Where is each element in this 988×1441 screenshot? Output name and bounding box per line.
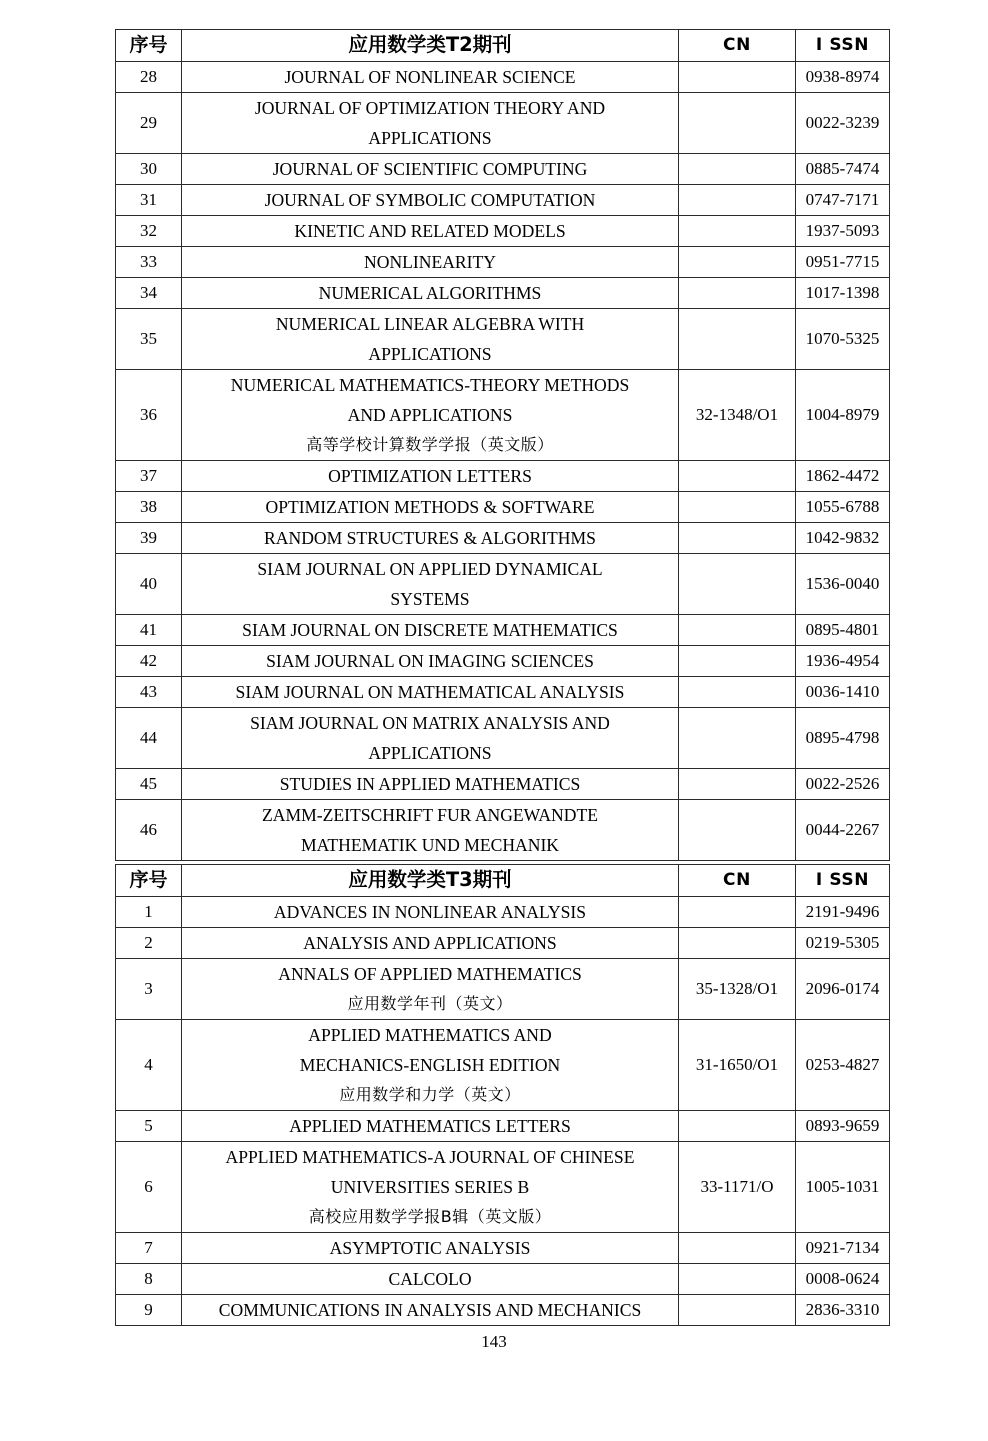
cell-journal-name <box>182 800 679 861</box>
table-header-t3 <box>116 865 890 897</box>
journal-name-chinese-line: 应用数学年刊（英文） <box>347 994 513 1013</box>
cell-cn-number <box>679 1295 796 1326</box>
journal-name-line: OPTIMIZATION METHODS & SOFTWARE <box>265 497 595 517</box>
table-row <box>116 62 890 93</box>
cell-journal-name <box>182 1142 679 1233</box>
journal-name-line: SIAM JOURNAL ON MATRIX ANALYSIS AND <box>250 713 610 733</box>
column-header-title: 应用数学类T3期刊 <box>182 865 679 897</box>
table-row <box>116 800 890 861</box>
journal-name-line: JOURNAL OF SYMBOLIC COMPUTATION <box>264 190 596 210</box>
cell-cn-number <box>679 615 796 646</box>
journal-table-t3 <box>115 864 890 1326</box>
table-row <box>116 523 890 554</box>
cell-cn-number <box>679 93 796 154</box>
table-row <box>116 1111 890 1142</box>
cell-issn-number: 0938-8974 <box>796 62 890 93</box>
journal-name-line: RANDOM STRUCTURES & ALGORITHMS <box>264 528 596 548</box>
column-header-cn: CN <box>679 30 796 62</box>
journal-table-t2 <box>115 29 890 861</box>
cell-cn-number <box>679 677 796 708</box>
cell-sequence-number: 42 <box>116 646 182 677</box>
cell-issn-number: 0044-2267 <box>796 800 890 861</box>
journal-table-t2-container <box>115 29 889 861</box>
cell-issn-number: 0747-7171 <box>796 185 890 216</box>
cell-issn-number: 1862-4472 <box>796 461 890 492</box>
cell-sequence-number: 3 <box>116 959 182 1020</box>
cell-journal-name <box>182 708 679 769</box>
cell-cn-number <box>679 646 796 677</box>
cell-cn-number <box>679 278 796 309</box>
journal-name-line: NUMERICAL MATHEMATICS-THEORY METHODS <box>230 375 630 395</box>
cell-journal-name <box>182 62 679 93</box>
cell-issn-number: 1042-9832 <box>796 523 890 554</box>
cell-issn-number: 0885-7474 <box>796 154 890 185</box>
cell-sequence-number: 1 <box>116 897 182 928</box>
journal-name-line: ASYMPTOTIC ANALYSIS <box>329 1238 531 1258</box>
cell-journal-name <box>182 523 679 554</box>
table-row <box>116 309 890 370</box>
cell-journal-name <box>182 1233 679 1264</box>
cell-sequence-number: 36 <box>116 370 182 461</box>
cell-journal-name <box>182 959 679 1020</box>
cell-cn-number <box>679 247 796 278</box>
journal-name-line: MATHEMATIK UND MECHANIK <box>300 835 560 855</box>
journal-name-line: NUMERICAL ALGORITHMS <box>318 283 542 303</box>
cell-issn-number: 0036-1410 <box>796 677 890 708</box>
table-row <box>116 959 890 1020</box>
cell-sequence-number: 28 <box>116 62 182 93</box>
journal-name-line: APPLIED MATHEMATICS-A JOURNAL OF CHINESE <box>225 1147 635 1167</box>
cell-issn-number: 1055-6788 <box>796 492 890 523</box>
cell-issn-number: 0951-7715 <box>796 247 890 278</box>
cell-issn-number: 2191-9496 <box>796 897 890 928</box>
cell-journal-name <box>182 93 679 154</box>
cell-journal-name <box>182 646 679 677</box>
page-number: 143 <box>481 1332 507 1351</box>
journal-name-line: ANNALS OF APPLIED MATHEMATICS <box>278 964 582 984</box>
journal-name-line: AND APPLICATIONS <box>347 405 513 425</box>
table-row <box>116 708 890 769</box>
journal-name-line: SIAM JOURNAL ON MATHEMATICAL ANALYSIS <box>235 682 625 702</box>
table-row <box>116 247 890 278</box>
journal-name-line: ADVANCES IN NONLINEAR ANALYSIS <box>273 902 587 922</box>
journal-name-line: JOURNAL OF NONLINEAR SCIENCE <box>284 67 576 87</box>
cell-sequence-number: 35 <box>116 309 182 370</box>
table-row <box>116 615 890 646</box>
cell-cn-number <box>679 1264 796 1295</box>
cell-cn-number <box>679 216 796 247</box>
journal-name-line: NONLINEARITY <box>364 252 496 272</box>
cell-sequence-number: 2 <box>116 928 182 959</box>
table-header-t2 <box>116 30 890 62</box>
cell-sequence-number: 6 <box>116 1142 182 1233</box>
cell-sequence-number: 44 <box>116 708 182 769</box>
table-row <box>116 1020 890 1111</box>
cell-cn-number <box>679 309 796 370</box>
cell-issn-number: 0008-0624 <box>796 1264 890 1295</box>
table-row <box>116 461 890 492</box>
journal-name-line: STUDIES IN APPLIED MATHEMATICS <box>279 774 581 794</box>
column-header-no: 序号 <box>116 865 182 897</box>
cell-issn-number: 1017-1398 <box>796 278 890 309</box>
cell-journal-name <box>182 554 679 615</box>
table-row <box>116 646 890 677</box>
journal-name-line: NUMERICAL LINEAR ALGEBRA WITH <box>275 314 585 334</box>
cell-sequence-number: 41 <box>116 615 182 646</box>
cell-sequence-number: 4 <box>116 1020 182 1111</box>
cell-issn-number: 0921-7134 <box>796 1233 890 1264</box>
cell-journal-name <box>182 216 679 247</box>
cell-sequence-number: 39 <box>116 523 182 554</box>
table-row <box>116 370 890 461</box>
cell-cn-number <box>679 154 796 185</box>
cell-sequence-number: 32 <box>116 216 182 247</box>
table-row <box>116 1233 890 1264</box>
cell-sequence-number: 5 <box>116 1111 182 1142</box>
table-row <box>116 1142 890 1233</box>
cell-journal-name <box>182 1264 679 1295</box>
column-header-issn: I SSN <box>796 865 890 897</box>
table-row <box>116 554 890 615</box>
cell-issn-number: 1070-5325 <box>796 309 890 370</box>
cell-journal-name <box>182 309 679 370</box>
table-row <box>116 278 890 309</box>
cell-cn-number <box>679 1111 796 1142</box>
table-row <box>116 928 890 959</box>
cell-journal-name <box>182 185 679 216</box>
cell-issn-number: 1936-4954 <box>796 646 890 677</box>
journal-name-line: SIAM JOURNAL ON APPLIED DYNAMICAL <box>257 559 603 579</box>
cell-cn-number <box>679 62 796 93</box>
cell-journal-name <box>182 1295 679 1326</box>
cell-cn-number <box>679 492 796 523</box>
journal-name-line: SIAM JOURNAL ON DISCRETE MATHEMATICS <box>242 620 618 640</box>
journal-name-chinese-line: 高校应用数学学报B辑（英文版） <box>308 1207 552 1226</box>
cell-issn-number: 0022-3239 <box>796 93 890 154</box>
table-header-row <box>116 30 890 62</box>
table-body-t2 <box>116 62 890 861</box>
cell-sequence-number: 46 <box>116 800 182 861</box>
column-header-title: 应用数学类T2期刊 <box>182 30 679 62</box>
cell-sequence-number: 43 <box>116 677 182 708</box>
cell-journal-name <box>182 1111 679 1142</box>
journal-name-line: APPLIED MATHEMATICS AND <box>308 1025 552 1045</box>
cell-sequence-number: 9 <box>116 1295 182 1326</box>
cell-cn-number <box>679 897 796 928</box>
cell-sequence-number: 38 <box>116 492 182 523</box>
cell-issn-number: 2836-3310 <box>796 1295 890 1326</box>
cell-sequence-number: 29 <box>116 93 182 154</box>
table-row <box>116 185 890 216</box>
table-row <box>116 1264 890 1295</box>
journal-name-line: MECHANICS-ENGLISH EDITION <box>299 1055 561 1075</box>
journal-name-line: COMMUNICATIONS IN ANALYSIS AND MECHANICS <box>218 1300 642 1320</box>
cell-cn-number: 35-1328/O1 <box>679 959 796 1020</box>
cell-journal-name <box>182 154 679 185</box>
cell-issn-number: 0895-4798 <box>796 708 890 769</box>
cell-sequence-number: 8 <box>116 1264 182 1295</box>
cell-cn-number <box>679 928 796 959</box>
journal-name-line: APPLIED MATHEMATICS LETTERS <box>289 1116 571 1136</box>
cell-journal-name <box>182 492 679 523</box>
cell-sequence-number: 34 <box>116 278 182 309</box>
column-header-cn: CN <box>679 865 796 897</box>
cell-journal-name <box>182 370 679 461</box>
table-row <box>116 93 890 154</box>
table-row <box>116 677 890 708</box>
journal-name-line: ANALYSIS AND APPLICATIONS <box>303 933 557 953</box>
cell-issn-number: 1937-5093 <box>796 216 890 247</box>
table-row <box>116 769 890 800</box>
table-row <box>116 216 890 247</box>
table-row <box>116 1295 890 1326</box>
journal-name-line: APPLICATIONS <box>368 743 492 763</box>
cell-issn-number: 1005-1031 <box>796 1142 890 1233</box>
cell-journal-name <box>182 769 679 800</box>
journal-name-line: JOURNAL OF OPTIMIZATION THEORY AND <box>254 98 606 118</box>
cell-issn-number: 1536-0040 <box>796 554 890 615</box>
cell-cn-number <box>679 461 796 492</box>
table-body-t3 <box>116 897 890 1326</box>
cell-sequence-number: 7 <box>116 1233 182 1264</box>
cell-cn-number <box>679 769 796 800</box>
column-header-issn: I SSN <box>796 30 890 62</box>
journal-name-chinese-line: 应用数学和力学（英文） <box>339 1085 521 1104</box>
cell-cn-number <box>679 708 796 769</box>
journal-name-line: KINETIC AND RELATED MODELS <box>294 221 566 241</box>
cell-journal-name <box>182 928 679 959</box>
cell-cn-number: 31-1650/O1 <box>679 1020 796 1111</box>
cell-issn-number: 0895-4801 <box>796 615 890 646</box>
cell-journal-name <box>182 615 679 646</box>
cell-cn-number <box>679 554 796 615</box>
cell-journal-name <box>182 278 679 309</box>
cell-issn-number: 0219-5305 <box>796 928 890 959</box>
cell-cn-number <box>679 523 796 554</box>
cell-issn-number: 2096-0174 <box>796 959 890 1020</box>
cell-issn-number: 1004-8979 <box>796 370 890 461</box>
table-row <box>116 492 890 523</box>
cell-journal-name <box>182 247 679 278</box>
cell-journal-name <box>182 677 679 708</box>
journal-name-line: SIAM JOURNAL ON IMAGING SCIENCES <box>266 651 594 671</box>
journal-name-line: OPTIMIZATION LETTERS <box>328 466 532 486</box>
cell-cn-number: 33-1171/O <box>679 1142 796 1233</box>
journal-name-line: APPLICATIONS <box>368 344 492 364</box>
column-header-no: 序号 <box>116 30 182 62</box>
table-row <box>116 154 890 185</box>
cell-cn-number: 32-1348/O1 <box>679 370 796 461</box>
cell-issn-number: 0253-4827 <box>796 1020 890 1111</box>
cell-sequence-number: 40 <box>116 554 182 615</box>
cell-cn-number <box>679 800 796 861</box>
journal-name-line: ZAMM-ZEITSCHRIFT FUR ANGEWANDTE <box>262 805 598 825</box>
cell-sequence-number: 31 <box>116 185 182 216</box>
table-header-row <box>116 865 890 897</box>
cell-sequence-number: 45 <box>116 769 182 800</box>
journal-name-line: UNIVERSITIES SERIES B <box>330 1177 530 1197</box>
cell-issn-number: 0893-9659 <box>796 1111 890 1142</box>
cell-journal-name <box>182 1020 679 1111</box>
table-row <box>116 897 890 928</box>
journal-name-chinese-line: 高等学校计算数学学报（英文版） <box>306 435 554 454</box>
journal-name-line: JOURNAL OF SCIENTIFIC COMPUTING <box>272 159 588 179</box>
journal-table-t3-container <box>115 864 889 1326</box>
cell-sequence-number: 37 <box>116 461 182 492</box>
journal-name-line: APPLICATIONS <box>368 128 492 148</box>
cell-journal-name <box>182 897 679 928</box>
cell-sequence-number: 33 <box>116 247 182 278</box>
cell-cn-number <box>679 1233 796 1264</box>
cell-journal-name <box>182 461 679 492</box>
cell-issn-number: 0022-2526 <box>796 769 890 800</box>
journal-name-line: CALCOLO <box>388 1269 472 1289</box>
journal-name-line: SYSTEMS <box>390 589 470 609</box>
cell-cn-number <box>679 185 796 216</box>
cell-sequence-number: 30 <box>116 154 182 185</box>
